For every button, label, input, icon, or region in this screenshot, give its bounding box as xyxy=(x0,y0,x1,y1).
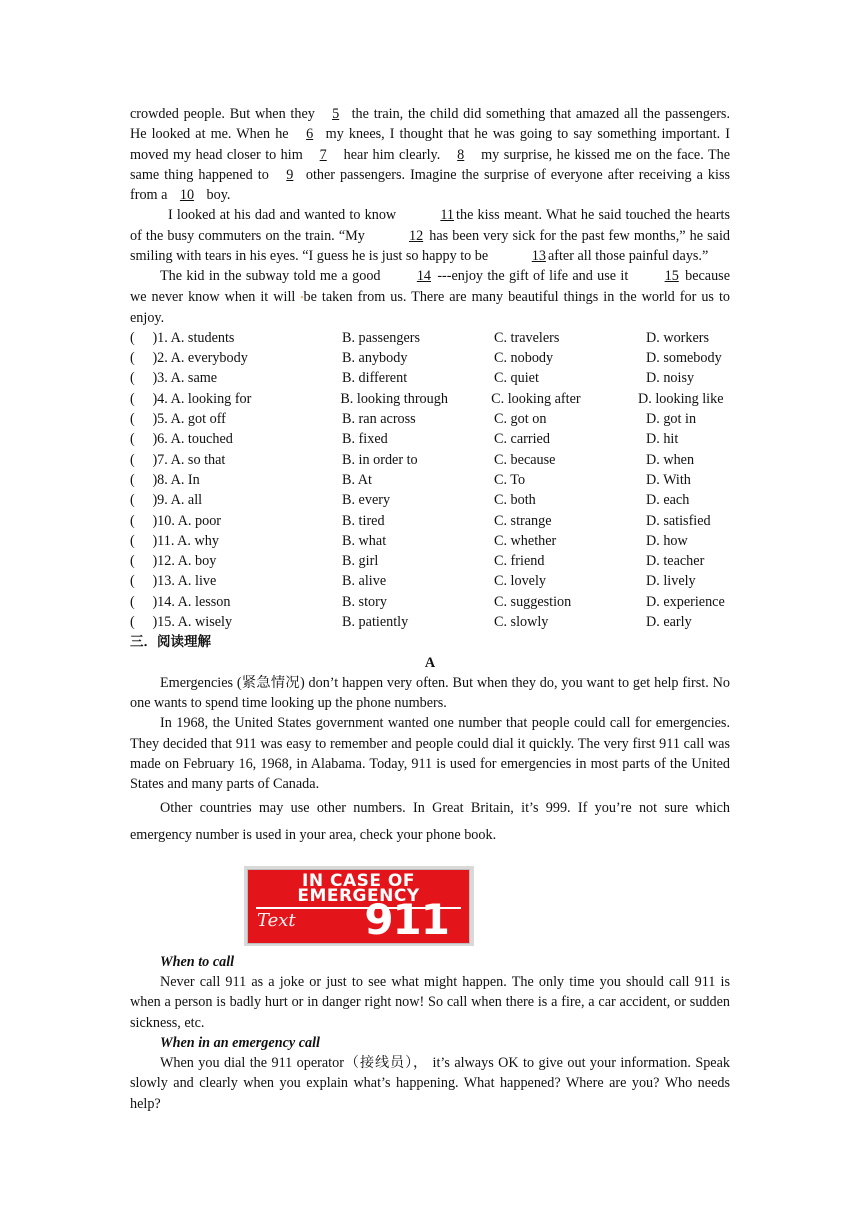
question-stem-a[interactable]: ( )14. A. lesson xyxy=(130,593,231,610)
option-c[interactable]: C. whether xyxy=(494,532,557,549)
option-b[interactable]: B. anybody xyxy=(342,350,408,367)
question-row xyxy=(130,551,730,571)
blank-7[interactable]: 7 xyxy=(319,146,327,163)
option-d-cell xyxy=(642,348,730,368)
text: has been very sick for the past few months,” he said smiling with tears in his eyes. “I guess he is just so happy to be xyxy=(130,227,730,265)
option-d[interactable]: D. somebody xyxy=(646,350,722,367)
option-d[interactable]: D. lively xyxy=(646,573,696,590)
option-c[interactable]: C. got on xyxy=(494,411,547,428)
option-b[interactable]: B. At xyxy=(342,471,372,488)
document-page xyxy=(130,104,730,1114)
option-b[interactable]: B. girl xyxy=(342,553,379,570)
option-d-cell xyxy=(642,409,730,429)
option-d[interactable]: D. how xyxy=(646,532,688,549)
option-b[interactable]: B. story xyxy=(342,593,387,610)
text: The kid in the subway told me a good xyxy=(160,268,385,285)
option-b[interactable]: B. every xyxy=(342,492,391,509)
option-b[interactable]: B. different xyxy=(342,370,408,387)
option-c[interactable]: C. nobody xyxy=(494,350,554,367)
option-c[interactable]: C. suggestion xyxy=(494,593,572,610)
option-c[interactable]: C. looking after xyxy=(491,390,581,407)
option-c[interactable]: C. slowly xyxy=(494,614,549,630)
question-row xyxy=(130,511,730,531)
reading-paragraph-3: Other countries may use other numbers. In Great Britain, it’s 999. If you’re not sure which emergency number is used in your area, check your phone book. xyxy=(130,799,730,843)
option-b[interactable]: B. ran across xyxy=(342,411,416,428)
text: my knees, I thought that he was going to say something important. I moved my head closer to him xyxy=(130,126,730,163)
option-d-cell xyxy=(642,328,730,348)
text: after all those painful days.” xyxy=(547,248,709,265)
option-d[interactable]: D. when xyxy=(646,451,695,468)
cloze-paragraph-2 xyxy=(130,205,730,266)
question-stem-a[interactable]: ( )7. A. so that xyxy=(130,451,226,468)
text: boy. xyxy=(202,187,231,204)
text: because we never know when it will xyxy=(130,268,730,305)
option-d-cell xyxy=(642,450,730,470)
blank-9[interactable]: 9 xyxy=(286,166,294,183)
question-row xyxy=(130,368,730,388)
option-c[interactable]: C. friend xyxy=(494,553,545,570)
question-stem-a[interactable]: ( )1. A. students xyxy=(130,329,235,346)
question-stem-a[interactable]: ( )12. A. boy xyxy=(130,553,217,570)
option-c[interactable]: C. both xyxy=(494,492,536,509)
option-d-cell xyxy=(642,531,730,551)
option-d[interactable]: D. satisfied xyxy=(646,512,711,529)
question-row xyxy=(130,571,730,591)
question-stem-a[interactable]: ( )13. A. live xyxy=(130,573,217,590)
question-row xyxy=(130,429,730,449)
option-b[interactable]: B. in order to xyxy=(342,451,418,468)
emergency-sign-image xyxy=(244,866,474,946)
blank-13[interactable]: 13 xyxy=(531,248,546,265)
sign-line-3: Text xyxy=(257,910,296,931)
option-c[interactable]: C. travelers xyxy=(494,329,560,346)
question-stem-a[interactable]: ( )4. A. looking for xyxy=(130,390,252,407)
option-b[interactable]: B. fixed xyxy=(342,431,388,448)
blank-8[interactable]: 8 xyxy=(457,146,465,163)
option-d-cell xyxy=(642,551,730,571)
question-row xyxy=(130,612,730,632)
reading-paragraph-5: When you dial the 911 operator（接线员）， it’s always OK to give out your information. Speak slowly and clearly when you explain what’s happening. What happened? Where are you? Who needs help? xyxy=(130,1055,730,1112)
question-stem-a[interactable]: ( )15. A. wisely xyxy=(130,614,233,630)
question-row xyxy=(130,470,730,490)
option-d-cell xyxy=(642,612,730,632)
option-d[interactable]: D. each xyxy=(646,492,690,509)
section-title: 三．阅读理解 xyxy=(130,634,211,651)
question-stem-a[interactable]: ( )10. A. poor xyxy=(130,512,222,529)
passage-heading: A xyxy=(424,654,436,671)
option-c[interactable]: C. quiet xyxy=(494,370,539,387)
option-d-cell xyxy=(642,429,730,449)
option-b[interactable]: B. patiently xyxy=(342,614,409,630)
question-stem-a[interactable]: ( )2. A. everybody xyxy=(130,350,248,367)
blank-10[interactable]: 10 xyxy=(179,187,195,204)
option-d-cell xyxy=(642,368,730,388)
sign-number: 911 xyxy=(364,895,449,944)
option-d-cell xyxy=(642,511,730,531)
cloze-paragraph-3 xyxy=(130,266,730,327)
option-b[interactable]: B. alive xyxy=(342,573,387,590)
option-c[interactable]: C. carried xyxy=(494,431,550,448)
cloze-paragraph-1 xyxy=(130,104,730,205)
text: the train, the child did something that amazed all the passengers. He looked at me. When he xyxy=(130,106,731,143)
question-stem-a[interactable]: ( )8. A. In xyxy=(130,471,200,488)
option-d[interactable]: D. looking like xyxy=(638,390,724,407)
subheading-when-to-call: When to call xyxy=(160,953,235,970)
question-stem-a[interactable]: ( )3. A. same xyxy=(130,370,218,387)
emergency-sign xyxy=(247,869,470,944)
blank-14[interactable]: 14 xyxy=(416,268,432,285)
option-b[interactable]: B. what xyxy=(342,532,387,549)
text: hear him clearly. xyxy=(339,146,445,163)
subheading-when-in-call: When in an emergency call xyxy=(160,1034,320,1051)
sign-line-2: EMERGENCY xyxy=(297,886,420,906)
question-stem-a[interactable]: ( )9. A. all xyxy=(130,492,203,509)
blank-15[interactable]: 15 xyxy=(664,268,679,285)
reading-paragraph-4: Never call 911 as a joke or just to see what might happen. The only time you should call 911 is when a person is badly hurt or in danger right now! So call when there is a fire, a car accident, or sudden sickness, etc. xyxy=(130,973,730,1031)
question-stem-a[interactable]: ( )11. A. why xyxy=(130,532,219,549)
option-d[interactable]: D. hit xyxy=(646,431,679,448)
option-d[interactable]: D. got in xyxy=(646,411,697,428)
blank-11[interactable]: 11 xyxy=(440,207,455,224)
option-d-cell xyxy=(642,592,730,612)
option-c[interactable]: C. because xyxy=(494,451,556,468)
sign-line-1: IN CASE OF xyxy=(302,871,415,891)
text: I looked at his dad and wanted to know xyxy=(168,207,401,224)
option-d[interactable]: D. With xyxy=(646,471,691,488)
bullet-mark: • xyxy=(300,292,304,303)
option-d[interactable]: D. experience xyxy=(646,593,725,610)
question-row xyxy=(130,409,730,429)
text: crowded people. But when they xyxy=(130,106,320,122)
question-row xyxy=(130,450,730,470)
option-d-cell xyxy=(638,389,730,409)
question-row xyxy=(130,531,730,551)
question-list xyxy=(130,328,730,632)
option-d[interactable]: D. teacher xyxy=(646,553,705,570)
blank-5[interactable]: 5 xyxy=(332,106,340,122)
option-b[interactable]: B. tired xyxy=(342,512,385,529)
option-d[interactable]: D. workers xyxy=(646,329,710,346)
blank-12[interactable]: 12 xyxy=(408,227,424,244)
option-c[interactable]: C. lovely xyxy=(494,573,547,590)
question-stem-a[interactable]: ( )6. A. touched xyxy=(130,431,233,448)
question-row xyxy=(130,389,730,409)
option-b[interactable]: B. looking through xyxy=(340,390,448,407)
text: ---enjoy the gift of life and use it xyxy=(433,268,633,285)
question-row xyxy=(130,592,730,612)
reading-paragraph-1: Emergencies (紧急情况) don’t happen very often. But when they do, you want to get help first. No one wants to spend time looking up the phone numbers. xyxy=(130,674,730,712)
text: be taken from us. There are many beautiful things in the world for us to enjoy. xyxy=(130,288,731,326)
option-d[interactable]: D. early xyxy=(646,614,692,630)
option-b[interactable]: B. passengers xyxy=(342,329,421,346)
question-row xyxy=(130,348,730,368)
option-d-cell xyxy=(642,490,730,510)
text: the kiss meant. What he said touched the hearts of the busy commuters on the train. “My xyxy=(130,207,731,244)
text: my surprise, he kissed me on the face. The same thing happened to xyxy=(130,146,730,183)
option-d-cell xyxy=(642,470,730,490)
question-row xyxy=(130,490,730,510)
option-c[interactable]: C. strange xyxy=(494,512,552,529)
question-row xyxy=(130,328,730,348)
question-stem-a[interactable]: ( )5. A. got off xyxy=(130,411,226,428)
option-d[interactable]: D. noisy xyxy=(646,370,695,387)
option-d-cell xyxy=(642,571,730,591)
text: other passengers. Imagine the surprise of everyone after receiving a kiss from a xyxy=(130,166,730,204)
reading-paragraph-2: In 1968, the United States government wanted one number that people could call for emergencies. They decided that 911 was easy to remember and people could dial it quickly. The very first 911 call was made on February 16, 1968, in Alabama. Today, 911 is used for emergencies in most parts of the United States and many parts of Canada. xyxy=(130,715,730,793)
blank-6[interactable]: 6 xyxy=(306,126,314,143)
option-c[interactable]: C. To xyxy=(494,471,526,488)
